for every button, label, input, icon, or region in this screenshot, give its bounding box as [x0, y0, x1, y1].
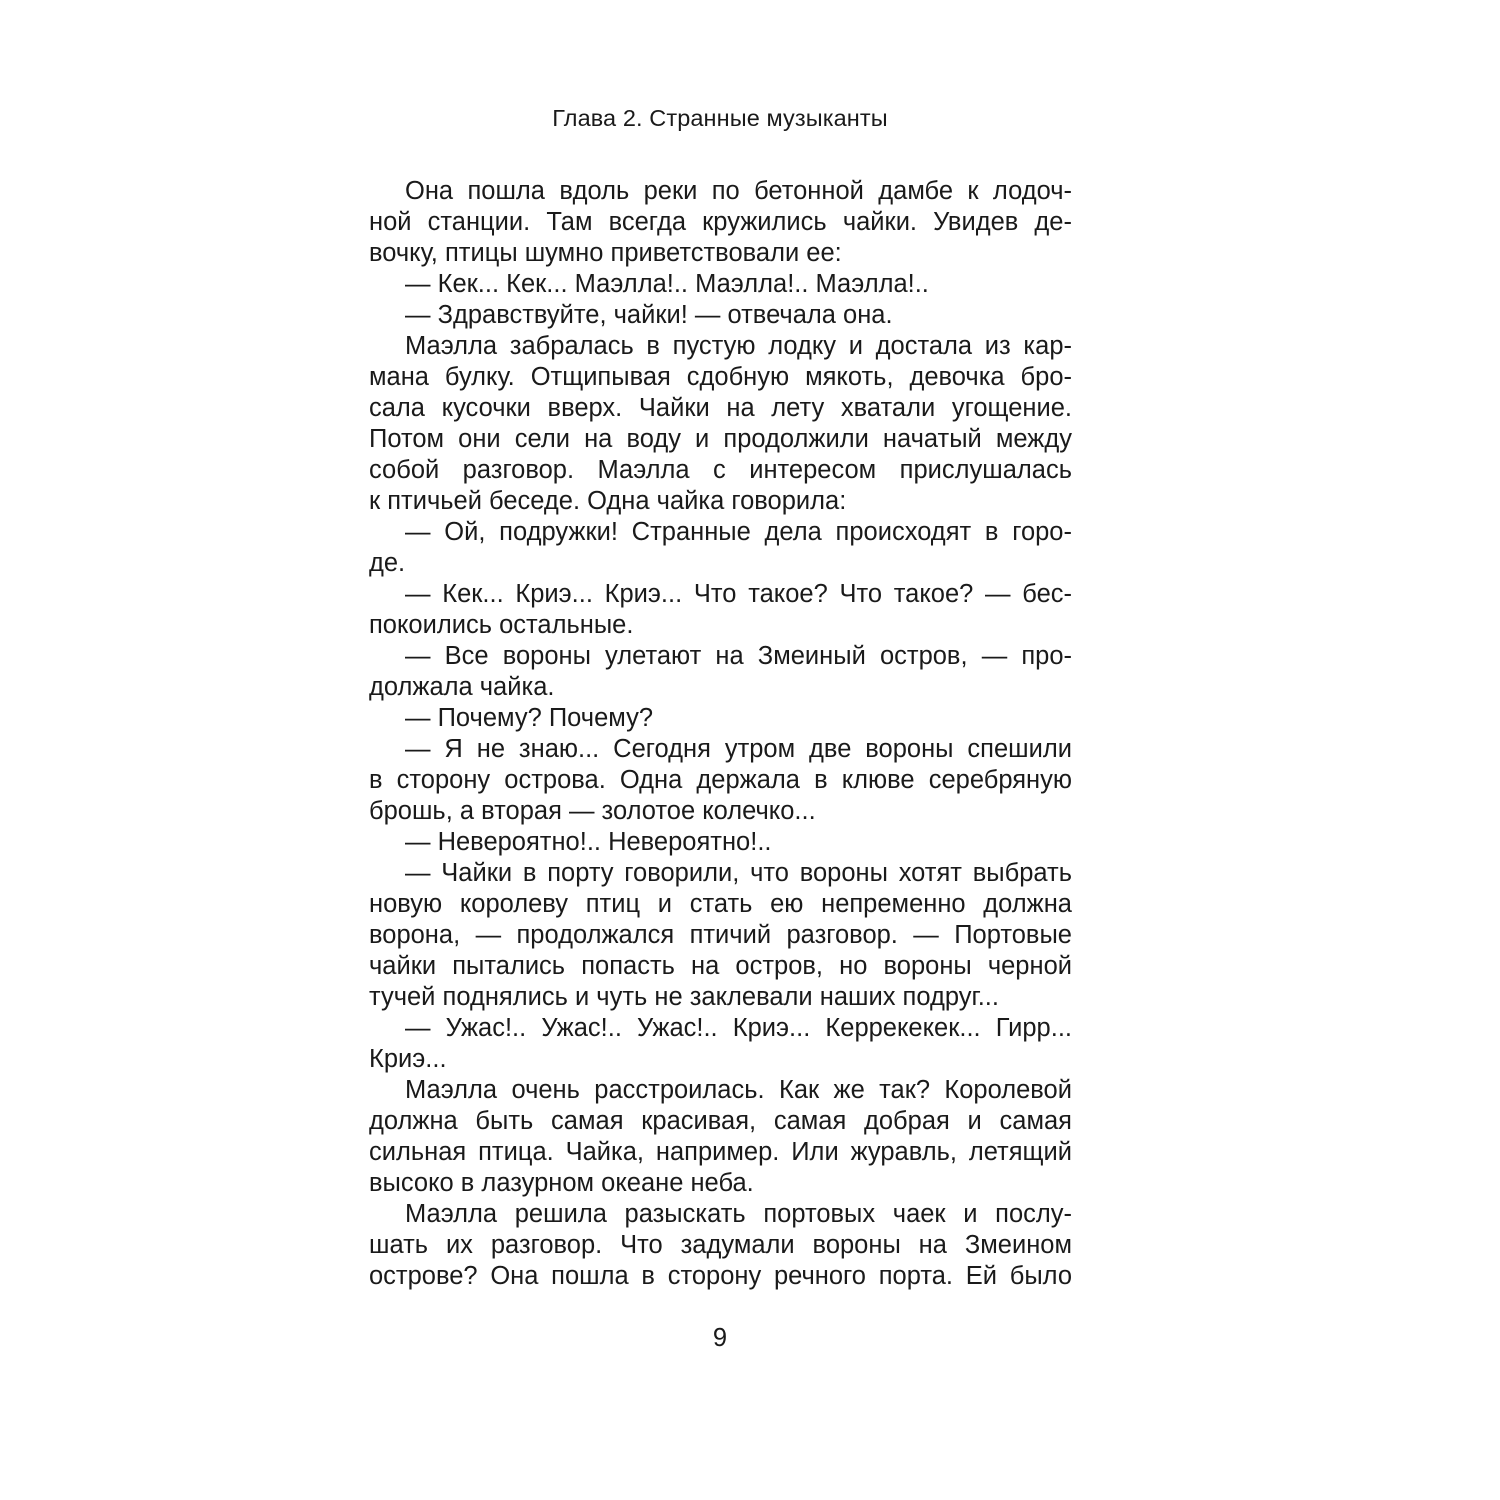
text-line: — Почему? Почему?	[405, 704, 654, 732]
text-line: высоко в лазурном океане неба.	[369, 1169, 754, 1197]
text-line: собой разговор. Маэлла с интересом прислушалась	[369, 456, 1072, 484]
text-line: Маэлла забралась в пустую лодку и достала из кар-	[405, 332, 1072, 360]
text-line: ворона, — продолжался птичий разговор. — Портовые	[369, 921, 1072, 949]
text-line: чайки пытались попасть на остров, но вороны черной	[369, 952, 1072, 980]
text-line: шать их разговор. Что задумали вороны на Змеином	[369, 1231, 1072, 1259]
text-line: Маэлла решила разыскать портовых чаек и послу-	[405, 1200, 1072, 1228]
text-line: де.	[369, 549, 406, 577]
text-line: — Кек... Криэ... Криэ... Что такое? Что такое? — бес-	[405, 580, 1072, 608]
text-line: в сторону острова. Одна держала в клюве серебряную	[369, 766, 1072, 794]
text-line: Она пошла вдоль реки по бетонной дамбе к лодоч-	[405, 177, 1072, 205]
text-line: — Невероятно!.. Невероятно!..	[405, 828, 772, 856]
text-line: сала кусочки вверх. Чайки на лету хватали угощение.	[369, 394, 1072, 422]
text-line: мана булку. Отщипывая сдобную мякоть, девочка бро-	[369, 363, 1072, 391]
text-line: — Я не знаю... Сегодня утром две вороны спешили	[405, 735, 1072, 763]
text-line: тучей поднялись и чуть не заклевали наших подруг...	[369, 983, 999, 1011]
body-text	[369, 176, 1072, 1292]
text-line: — Чайки в порту говорили, что вороны хотят выбрать	[405, 859, 1072, 887]
text-line: — Кек... Кек... Маэлла!.. Маэлла!.. Маэлла!..	[405, 270, 929, 298]
text-line: к птичьей беседе. Одна чайка говорила:	[369, 487, 847, 515]
text-line: — Все вороны улетают на Змеиный остров, — про-	[405, 642, 1072, 670]
text-line: покоились остальные.	[369, 611, 634, 639]
text-line: брошь, а вторая — золотое колечко...	[369, 797, 816, 825]
text-line: ной станции. Там всегда кружились чайки. Увидев де-	[369, 208, 1072, 236]
text-line: — Ужас!.. Ужас!.. Ужас!.. Криэ... Керрекекек... Гирр...	[405, 1014, 1072, 1042]
text-line: острове? Она пошла в сторону речного порта. Ей было	[369, 1262, 1072, 1290]
text-line: — Здравствуйте, чайки! — отвечала она.	[405, 301, 893, 329]
text-line: должна быть самая красивая, самая добрая и самая	[369, 1107, 1072, 1135]
text-line: Маэлла очень расстроилась. Как же так? Королевой	[405, 1076, 1072, 1104]
page-number: 9	[712, 1324, 728, 1352]
text-line: должала чайка.	[369, 673, 555, 701]
text-line: сильная птица. Чайка, например. Или журавль, летящий	[369, 1138, 1072, 1166]
text-line: новую королеву птиц и стать ею непременно должна	[369, 890, 1072, 918]
text-line: Криэ...	[369, 1045, 447, 1073]
running-head: Глава 2. Странные музыканты	[552, 105, 888, 131]
text-line: — Ой, подружки! Странные дела происходят в горо-	[405, 518, 1072, 546]
text-line: Потом они сели на воду и продолжили начатый между	[369, 425, 1072, 453]
text-line: вочку, птицы шумно приветствовали ее:	[369, 239, 842, 267]
